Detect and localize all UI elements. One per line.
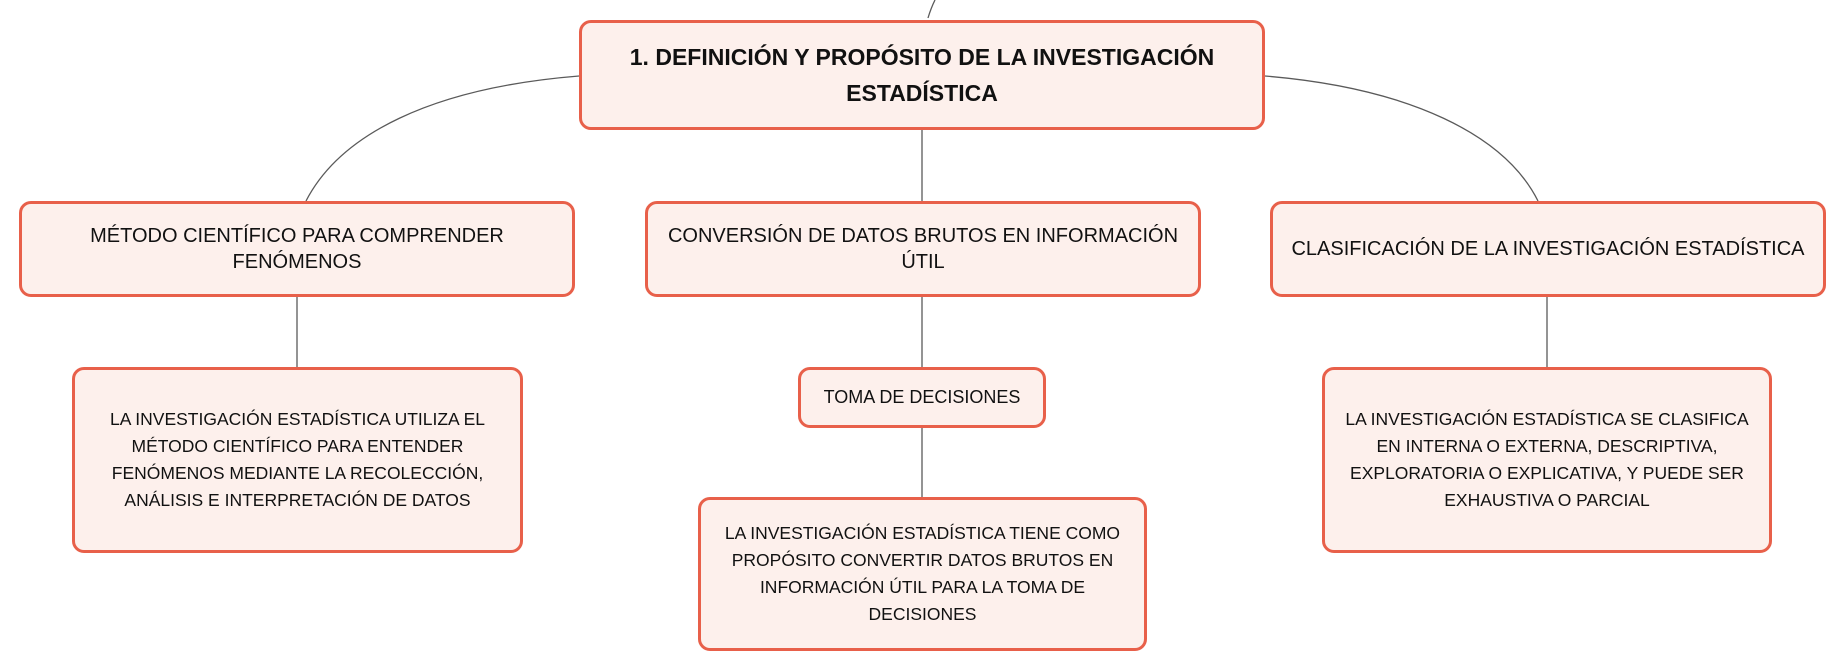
detail-node-metodo-cientifico[interactable] — [72, 367, 523, 553]
detail-node-conversion-datos[interactable] — [698, 497, 1147, 651]
root-node[interactable] — [579, 20, 1265, 130]
connector-root-to-topic-3 — [1265, 76, 1538, 201]
topic-node-metodo-cientifico[interactable] — [19, 201, 575, 297]
subtopic-node-toma-decisiones[interactable] — [798, 367, 1046, 428]
detail-node-clasificacion[interactable] — [1322, 367, 1772, 553]
detail-text: LA INVESTIGACIÓN ESTADÍSTICA TIENE COMO PROPÓSITO CONVERTIR DATOS BRUTOS EN INFORMACIÓN ÚTIL PARA LA TOMA DE DECISIONES — [724, 523, 1121, 624]
subtopic-label: TOMA DE DECISIONES — [823, 387, 1021, 407]
topic-label: CONVERSIÓN DE DATOS BRUTOS EN INFORMACIÓN ÚTIL — [667, 225, 1179, 273]
topic-label: CLASIFICACIÓN DE LA INVESTIGACIÓN ESTADÍSTICA — [1291, 238, 1805, 260]
topic-node-clasificacion[interactable] — [1270, 201, 1826, 297]
connector-root-to-topic-1 — [306, 76, 579, 201]
connector-incoming — [928, 0, 935, 18]
detail-text: LA INVESTIGACIÓN ESTADÍSTICA UTILIZA EL MÉTODO CIENTÍFICO PARA ENTENDER FENÓMENOS MEDIANTE LA RECOLECCIÓN, ANÁLISIS E INTERPRETACIÓN DE DATOS — [109, 409, 486, 510]
detail-text: LA INVESTIGACIÓN ESTADÍSTICA SE CLASIFICA EN INTERNA O EXTERNA, DESCRIPTIVA, EXPLORATORIA O EXPLICATIVA, Y PUEDE SER EXHAUSTIVA O PARCIAL — [1345, 409, 1749, 510]
topic-label: MÉTODO CIENTÍFICO PARA COMPRENDER FENÓMENOS — [90, 225, 504, 273]
topic-node-conversion-datos[interactable] — [645, 201, 1201, 297]
root-title: 1. DEFINICIÓN Y PROPÓSITO DE LA INVESTIGACIÓN ESTADÍSTICA — [629, 44, 1215, 106]
